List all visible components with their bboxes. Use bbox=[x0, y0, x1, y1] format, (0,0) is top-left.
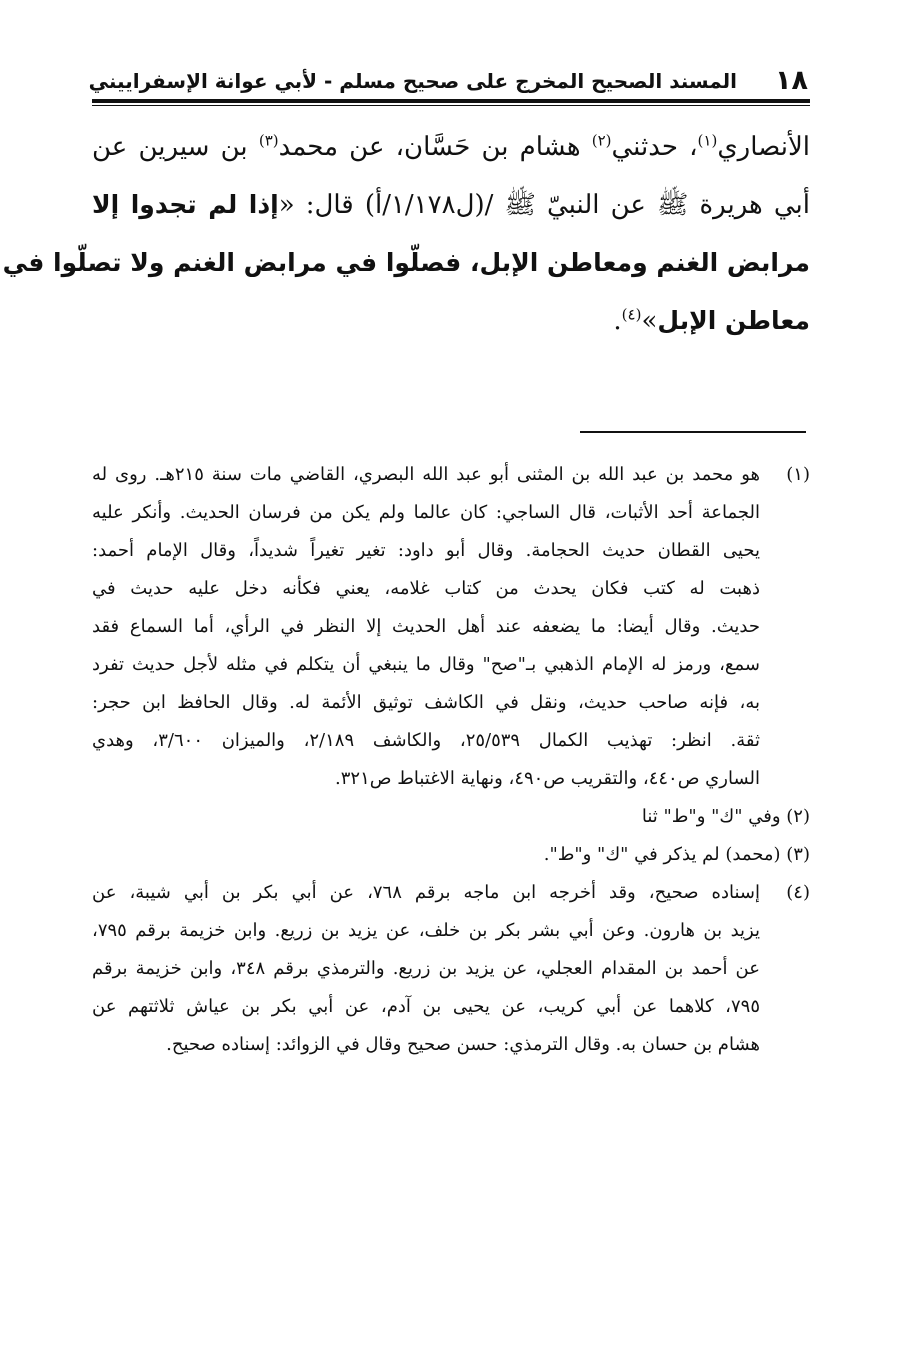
footnote-number: (٤) bbox=[786, 882, 810, 903]
footnote-ref-1: (١) bbox=[697, 131, 718, 150]
text-segment: هشام بن حَسَّان، عن محمد bbox=[278, 132, 592, 162]
footnote-line: إسناده صحيح، وقد أخرجه ابن ماجه برقم ٧٦٨، عن أبي بكر بن أبي شيبة، عن bbox=[92, 882, 760, 903]
footnote-number: (٢) bbox=[786, 806, 810, 827]
text-segment: أبي هريرة ﷺ عن النبيّ ﷺ /(ل١/١٧٨/أ) قال: « bbox=[278, 190, 810, 220]
main-line-3: مرابض الغنم ومعاطن الإبل، فصلّوا في مرابض الغنم ولا تصلّوا في bbox=[2, 248, 810, 277]
footnote-line bbox=[92, 836, 810, 874]
footnote-line: به، فإنه صاحب حديث، ونقل في الكاشف توثيق الأئمة له. وقال الحافظ ابن حجر: bbox=[92, 692, 760, 713]
footnote-line: عن أحمد بن المقدام العجلي، عن يزيد بن زريع. والترمذي برقم ٣٤٨، وابن خزيمة برقم bbox=[92, 958, 760, 979]
footnote-4 bbox=[92, 874, 810, 1064]
page-header bbox=[88, 62, 810, 98]
running-title: المسند الصحيح المخرج على صحيح مسلم - لأبي عوانة الإسفراييني bbox=[88, 69, 738, 93]
hadith-text: إذا لم تجدوا إلا bbox=[92, 190, 279, 219]
footnote-2 bbox=[92, 798, 810, 836]
header-rule bbox=[92, 99, 810, 103]
main-line-4 bbox=[92, 292, 810, 350]
footnote-line: الساري ص٤٤٠، والتقريب ص٤٩٠، ونهاية الاغتباط ص٣٢١. bbox=[335, 768, 760, 789]
footnote-line: سمع، ورمز له الإمام الذهبي بـ"صح" وقال ما ينبغي أن يتكلم في مثله لأجل حديث تفرد bbox=[92, 654, 760, 675]
footnote-line: هو محمد بن عبد الله بن المثنى أبو عبد الله البصري، القاضي مات سنة ٢١٥هـ. روى له bbox=[92, 464, 760, 485]
text-segment: . bbox=[613, 306, 622, 336]
footnote-line: ٧٩٥، كلاهما عن أبي كريب، عن يحيى بن آدم، عن أبي بكر بن عياش ثلاثتهم عن bbox=[92, 996, 760, 1017]
footnote-line: يحيى القطان حديث الحجامة. وقال أبو داود: تغير تغيراً شديداً، وقال الإمام أحمد: bbox=[92, 540, 760, 561]
page-number: ١٨ bbox=[775, 65, 808, 96]
footnote-separator bbox=[580, 431, 806, 433]
quote-mark: » bbox=[641, 306, 658, 336]
footnotes bbox=[92, 456, 810, 1064]
footnote-line bbox=[92, 798, 810, 836]
footnote-text: (محمد) لم يذكر في "ك" و"ط". bbox=[543, 844, 781, 865]
footnote-ref-2: (٢) bbox=[591, 131, 612, 150]
text-segment: ، حدثني bbox=[611, 132, 698, 162]
footnote-text: وفي "ك" و"ط" ثنا bbox=[641, 806, 781, 827]
footnote-line: حديث. وقال أيضا: ما يضعفه عند أهل الحديث إلا النظر في الرأي، أما السماع فقد bbox=[92, 616, 760, 637]
footnote-1 bbox=[92, 456, 810, 798]
footnote-3 bbox=[92, 836, 810, 874]
text-segment: الأنصاري bbox=[717, 132, 810, 162]
footnote-number: (٣) bbox=[786, 844, 810, 865]
hadith-text: معاطن الإبل bbox=[657, 306, 810, 335]
main-line-1 bbox=[92, 118, 810, 176]
footnote-line: الجماعة أحد الأثبات، قال الساجي: كان عالما ولم يكن من فرسان الحديث. وأنكر عليه bbox=[92, 502, 760, 523]
footnote-number: (١) bbox=[786, 464, 810, 485]
main-line-2 bbox=[92, 176, 810, 234]
header-rule-thin bbox=[92, 105, 810, 106]
footnote-line: ثقة. انظر: تهذيب الكمال ٢٥/٥٣٩، والكاشف ٢/١٨٩، والميزان ٣/٦٠٠، وهدي bbox=[92, 730, 761, 751]
footnote-line: هشام بن حسان به. وقال الترمذي: حسن صحيح وقال في الزوائد: إسناده صحيح. bbox=[166, 1034, 760, 1055]
footnote-ref-4: (٤) bbox=[621, 305, 642, 324]
footnote-line: يزيد بن هارون. وعن أبي بشر بكر بن خلف، عن يزيد بن زريع. وابن خزيمة برقم ٧٩٥، bbox=[92, 920, 760, 941]
footnote-line: ذهبت له كتب فكان يحدث من كتاب غلامه، يعني فكأنه دخل عليه حديث في bbox=[92, 578, 760, 599]
text-segment: بن سيرين عن bbox=[92, 132, 259, 162]
footnote-ref-3: (٣) bbox=[258, 131, 279, 150]
main-text bbox=[2, 118, 810, 350]
